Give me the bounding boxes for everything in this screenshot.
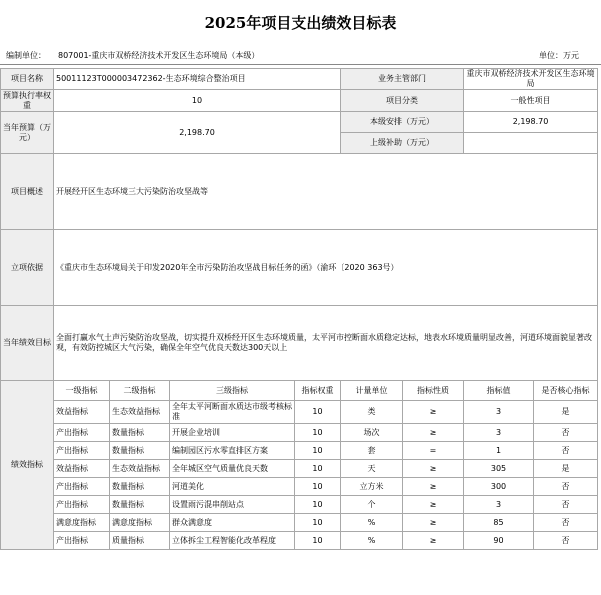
local-label: 本级安排（万元）	[341, 112, 464, 133]
performance-table	[0, 68, 598, 550]
core-cell: 否	[534, 478, 598, 496]
weight-cell: 10	[295, 514, 341, 532]
level3-cell: 编制园区污水零直排区方案	[170, 442, 295, 460]
core-cell: 是	[534, 460, 598, 478]
weight-value: 10	[54, 90, 341, 112]
indicator-header: 指标值	[464, 381, 534, 401]
dept-value: 重庆市双桥经济技术开发区生态环境局	[464, 69, 598, 90]
header-divider	[0, 64, 601, 65]
unit-cell: %	[341, 532, 403, 550]
overview-label: 项目概述	[1, 154, 54, 230]
indicator-header: 一级指标	[54, 381, 110, 401]
row-project-name	[1, 69, 598, 90]
unit-cell: 立方米	[341, 478, 403, 496]
level2-cell: 数量指标	[110, 496, 170, 514]
weight-label: 预算执行率权重	[1, 90, 54, 112]
level1-cell: 效益指标	[54, 460, 110, 478]
indicator-row	[1, 460, 598, 478]
weight-cell: 10	[295, 424, 341, 442]
value-cell: 3	[464, 496, 534, 514]
unit-cell: 类	[341, 401, 403, 424]
indicator-row	[1, 532, 598, 550]
value-cell: 3	[464, 401, 534, 424]
row-basis	[1, 230, 598, 306]
indicator-header-row	[1, 381, 598, 401]
level1-cell: 产出指标	[54, 478, 110, 496]
indicator-header: 二级指标	[110, 381, 170, 401]
value-cell: 85	[464, 514, 534, 532]
project-name-label: 项目名称	[1, 69, 54, 90]
nature-cell: ≥	[403, 460, 464, 478]
money-unit: 单位：万元	[539, 51, 579, 60]
budget-label: 当年预算（万元）	[1, 112, 54, 154]
category-value: 一般性项目	[464, 90, 598, 112]
indicator-header: 三级指标	[170, 381, 295, 401]
indicator-header: 指标性质	[403, 381, 464, 401]
core-cell: 否	[534, 496, 598, 514]
indicator-row	[1, 496, 598, 514]
level2-cell: 生态效益指标	[110, 401, 170, 424]
row-goal	[1, 306, 598, 381]
page-title: 2025年项目支出绩效目标表	[204, 14, 397, 32]
indicator-row	[1, 424, 598, 442]
goal-label: 当年绩效目标	[1, 306, 54, 381]
level1-cell: 满意度指标	[54, 514, 110, 532]
level1-cell: 效益指标	[54, 401, 110, 424]
value-cell: 305	[464, 460, 534, 478]
upper-value	[464, 133, 598, 154]
level3-cell: 全年太平河断面水质达市级考核标准	[170, 401, 295, 424]
level3-cell: 设置雨污混串削站点	[170, 496, 295, 514]
budget-value: 2,198.70	[54, 112, 341, 154]
project-name-value: 50011123T000003472362-生态环境综合整治项目	[54, 69, 341, 90]
dept-label: 业务主管部门	[341, 69, 464, 90]
indicator-header: 计量单位	[341, 381, 403, 401]
indicator-header: 是否核心指标	[534, 381, 598, 401]
nature-cell: ≥	[403, 532, 464, 550]
core-cell: 否	[534, 424, 598, 442]
indicator-row	[1, 442, 598, 460]
nature-cell: ≥	[403, 424, 464, 442]
level2-cell: 质量指标	[110, 532, 170, 550]
weight-cell: 10	[295, 478, 341, 496]
upper-label: 上级补助（万元）	[341, 133, 464, 154]
value-cell: 90	[464, 532, 534, 550]
category-label: 项目分类	[341, 90, 464, 112]
unit-value: 807001-重庆市双桥经济技术开发区生态环境局（本级）	[58, 51, 260, 60]
level2-cell: 生态效益指标	[110, 460, 170, 478]
core-cell: 否	[534, 532, 598, 550]
level2-cell: 数量指标	[110, 424, 170, 442]
local-value: 2,198.70	[464, 112, 598, 133]
value-cell: 300	[464, 478, 534, 496]
nature-cell: ≥	[403, 478, 464, 496]
nature-cell: ≥	[403, 496, 464, 514]
unit-label: 编制单位：	[6, 51, 46, 60]
level3-cell: 河道美化	[170, 478, 295, 496]
level1-cell: 产出指标	[54, 424, 110, 442]
level1-cell: 产出指标	[54, 442, 110, 460]
basis-label: 立项依据	[1, 230, 54, 306]
core-cell: 否	[534, 442, 598, 460]
core-cell: 否	[534, 514, 598, 532]
level3-cell: 群众满意度	[170, 514, 295, 532]
value-cell: 1	[464, 442, 534, 460]
unit-cell: 场次	[341, 424, 403, 442]
unit-cell: 个	[341, 496, 403, 514]
level2-cell: 满意度指标	[110, 514, 170, 532]
weight-cell: 10	[295, 496, 341, 514]
level3-cell: 开展企业培训	[170, 424, 295, 442]
level2-cell: 数量指标	[110, 442, 170, 460]
weight-cell: 10	[295, 442, 341, 460]
level1-cell: 产出指标	[54, 496, 110, 514]
level1-cell: 产出指标	[54, 532, 110, 550]
unit-cell: 套	[341, 442, 403, 460]
overview-value: 开展经开区生态环境三大污染防治攻坚战等	[54, 154, 598, 230]
level3-cell: 全年城区空气质量优良天数	[170, 460, 295, 478]
weight-cell: 10	[295, 401, 341, 424]
row-weight	[1, 90, 598, 112]
basis-value: 《重庆市生态环境局关于印发2020年全市污染防治攻坚战目标任务的函》（渝环〔2020 363号）	[54, 230, 598, 306]
value-cell: 3	[464, 424, 534, 442]
indicator-header: 指标权重	[295, 381, 341, 401]
weight-cell: 10	[295, 460, 341, 478]
core-cell: 是	[534, 401, 598, 424]
weight-cell: 10	[295, 532, 341, 550]
row-budget-local	[1, 112, 598, 133]
unit-cell: 天	[341, 460, 403, 478]
nature-cell: ≥	[403, 514, 464, 532]
level3-cell: 立体拆尘工程智能化改革程度	[170, 532, 295, 550]
goal-value: 全面打赢水气土声污染防治攻坚战，切实提升双桥经开区生态环境质量，太平河市控断面水质稳定达标，地表水环境质量明显改善，河道环境面貌显著改观，有效防控城区大气污染，确保全年空气优良天数达300天以上	[54, 306, 598, 381]
row-overview	[1, 154, 598, 230]
indicator-row	[1, 514, 598, 532]
nature-cell: ≥	[403, 401, 464, 424]
indicator-label: 绩效指标	[1, 381, 54, 550]
indicator-row	[1, 478, 598, 496]
level2-cell: 数量指标	[110, 478, 170, 496]
indicator-row	[1, 401, 598, 424]
nature-cell: =	[403, 442, 464, 460]
unit-cell: %	[341, 514, 403, 532]
